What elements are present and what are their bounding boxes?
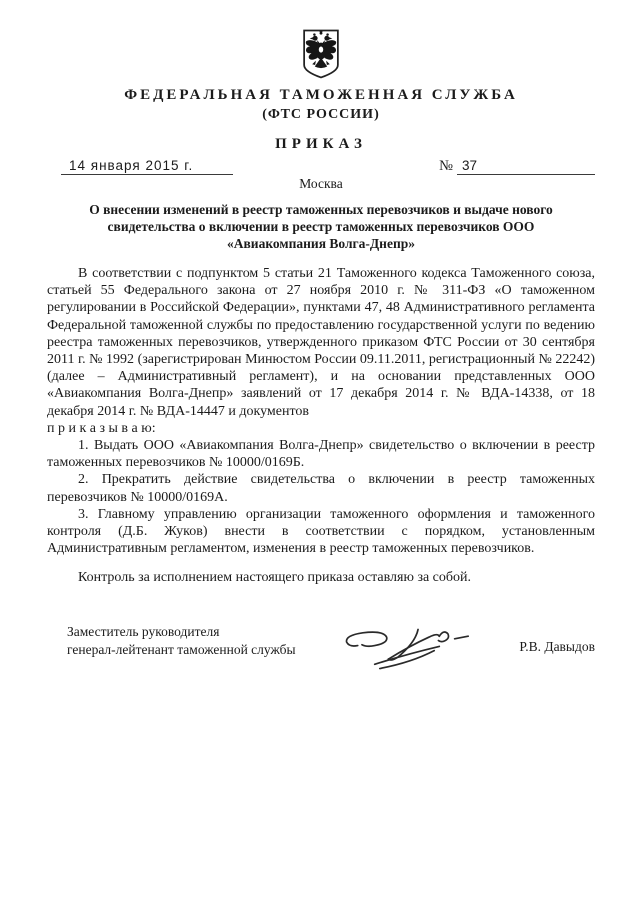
doc-date: 14 января 2015 г. [61,158,233,175]
signature-block [47,623,595,675]
order-item-2: 2. Прекратить действие свидетельства о включении в реестр таможенных перевозчиков № 10000/0169А. [47,472,595,505]
order-item-1: 1. Выдать ООО «Авиакомпания Волга-Днепр» свидетельство о включении в реестр таможенных перевозчиков № 10000/0169Б. [47,438,595,471]
signatory-name: Р.В. Давыдов [519,638,595,654]
doc-number: 37 [457,158,595,175]
control-paragraph: Контроль за исполнением настоящего приказа оставляю за собой. [78,570,472,586]
signature-icon [339,617,475,675]
preamble-paragraph: В соответствии с подпунктом 5 статьи 21 Таможенного кодекса Таможенного союза, статьей 55 Федерального закона от 27 ноября 2010 г. № 311-ФЗ «О таможенном регулировании в Российской Федерации», пунктами 47, 48 Административного регламента Федеральной таможенной службы по предоставлению государственной услуги по ведению реестра таможенных перевозчиков, утвержденного приказом ФТС России от 30 сентября 2011 г. № 1992 (зарегистрирован Минюстом России 09.11.2011, регистрационный № 22242) (далее – Административный регламент), и на основании представленных ООО «Авиакомпания Волга-Днепр» заявлений от 17 декабря 2014 г. № ВДА-14338, от 18 декабря 2014 г. № ВДА-14447 и документов [47,266,595,419]
order-item-3: 3. Главному управлению организации таможенного оформления и таможенного контроля (Д.Б. Жуков) внести в соответствии с порядком, установленным Административным регламентом, изменения в реестр таможенных перевозчиков. [47,506,595,557]
doc-type-heading: ПРИКАЗ [275,136,367,152]
org-short-name: (ФТС РОССИИ) [262,107,380,122]
signatory-position: Заместитель руководителя [67,623,220,639]
doc-number-group [439,158,595,175]
date-number-row [47,155,595,175]
org-name: ФЕДЕРАЛЬНАЯ ТАМОЖЕННАЯ СЛУЖБА [124,87,518,103]
number-sign: № [439,158,453,174]
signatory-rank: генерал-лейтенант таможенной службы [67,641,296,657]
doc-city: Москва [299,176,343,191]
doc-title: О внесении изменений в реестр таможенных перевозчиков и выдаче нового свидетельства о включении в реестр таможенных перевозчиков ООО «Авиакомпания Волга-Днепр» [89,202,553,251]
decree-word: п р и к а з ы в а ю: [47,420,156,436]
signatory-position-block [67,623,339,659]
coat-of-arms-icon [299,28,343,80]
